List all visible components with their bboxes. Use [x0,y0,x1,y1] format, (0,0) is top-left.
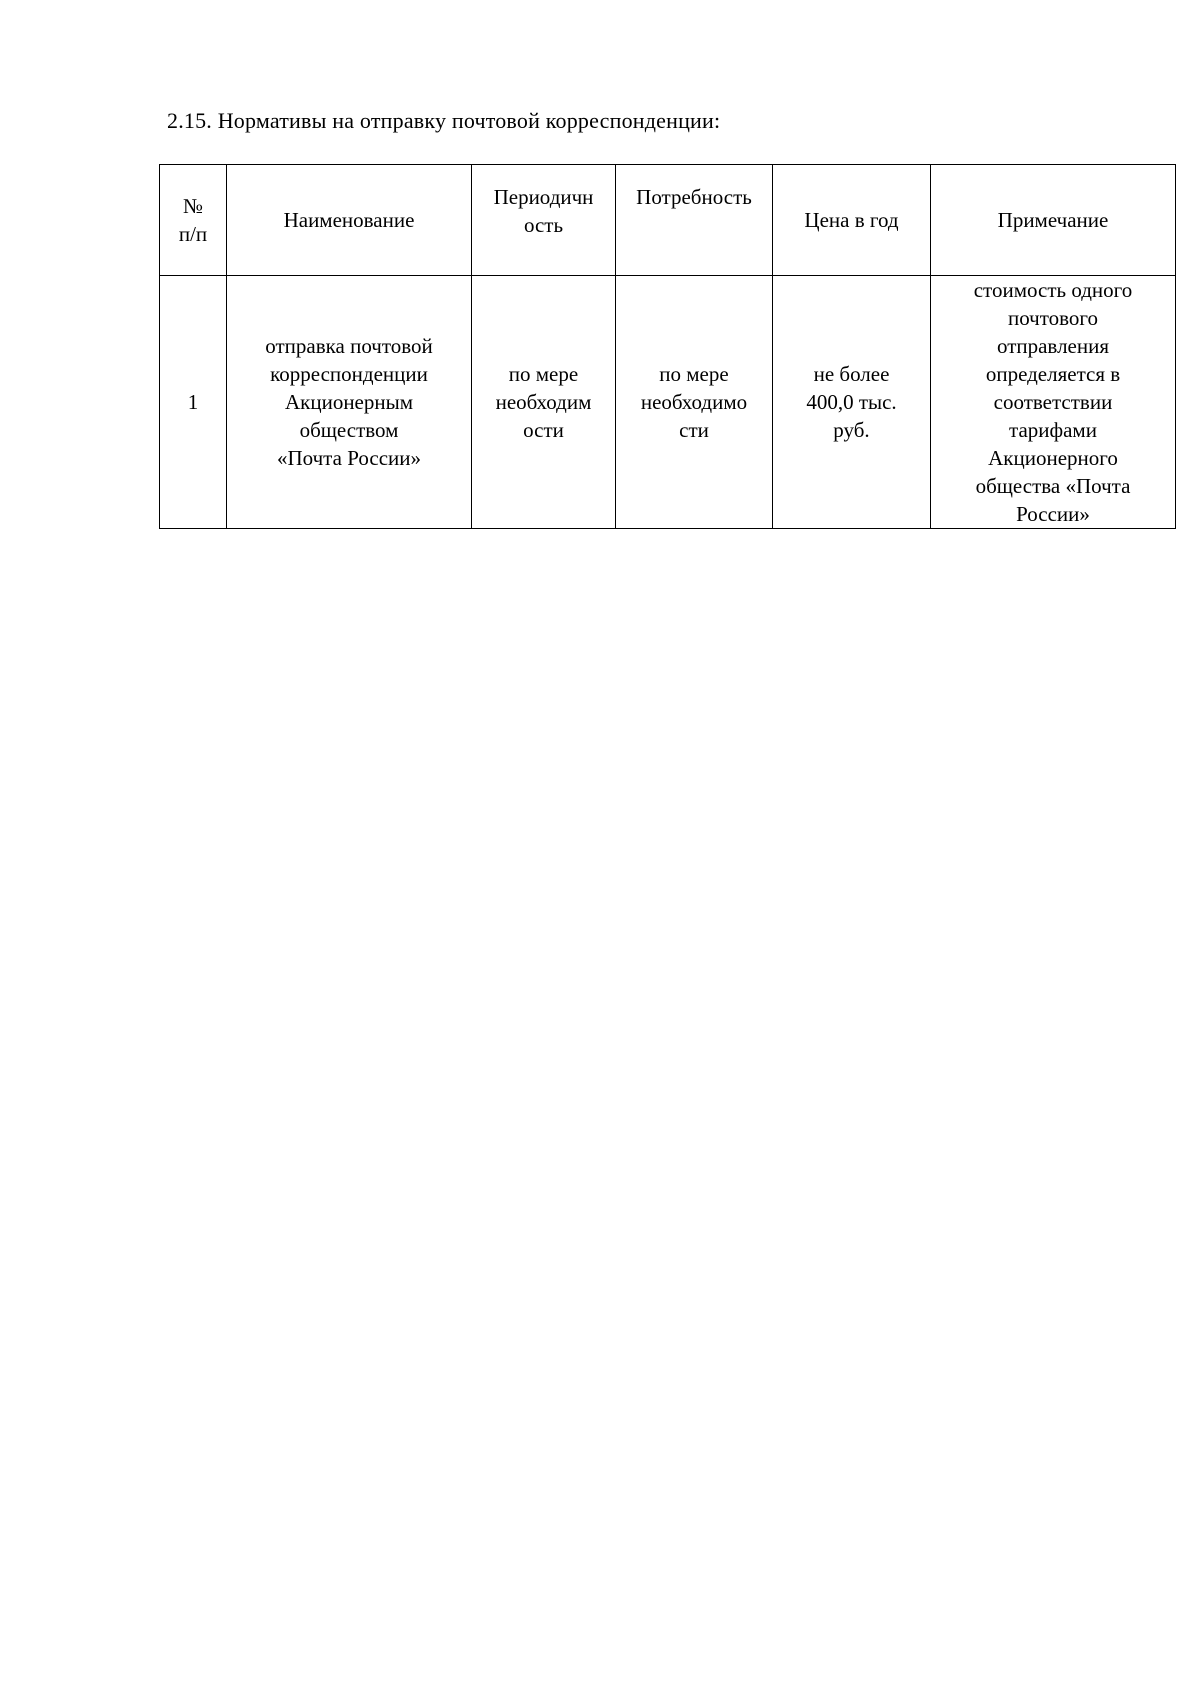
cell-name: отправка почтовой корреспонденции Акционерным обществом «Почта России» [227,276,472,529]
table-header-row [160,165,1176,276]
table-row [160,276,1176,529]
header-periodicity: Периодичн ость [472,165,616,276]
header-note: Примечание [931,165,1176,276]
header-price: Цена в год [773,165,931,276]
header-need: Потребность [616,165,773,276]
cell-need: по мере необходимо сти [616,276,773,529]
header-number: № п/п [160,165,227,276]
cell-price: не более 400,0 тыс. руб. [773,276,931,529]
cell-number: 1 [160,276,227,529]
cell-note: стоимость одного почтового отправления определяется в соответствии тарифами Акционерного общества «Почта России» [931,276,1176,529]
section-heading: 2.15. Нормативы на отправку почтовой корреспонденции: [167,108,721,133]
cell-periodicity: по мере необходим ости [472,276,616,529]
norms-table [159,164,1176,529]
header-name: Наименование [227,165,472,276]
